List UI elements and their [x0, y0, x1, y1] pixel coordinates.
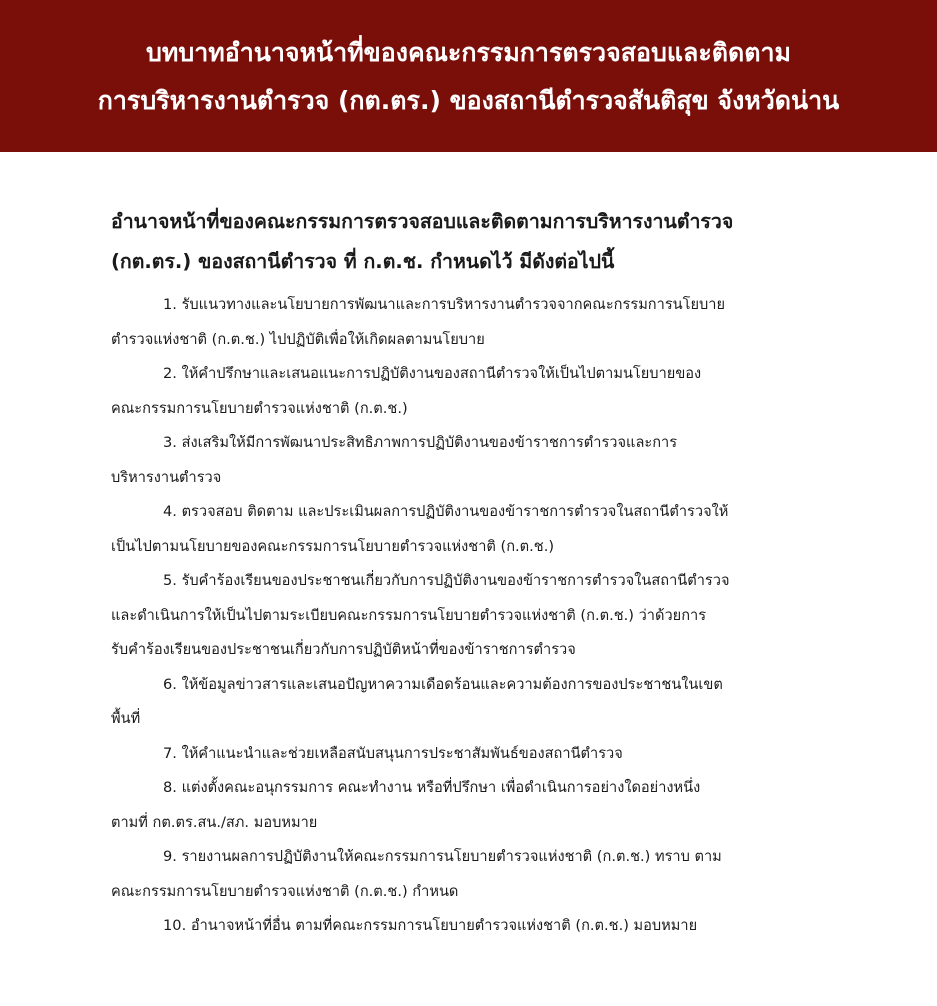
duty-item-5: 5. รับคำร้องเรียนของประชาชนเกี่ยวกับการปฏิบัติงานของข้าราชการตำรวจในสถานีตำรวจ และดำเนินการให้เป็นไปตามระเบียบคณะกรรมการนโยบายตำรวจแห่งชาติ (ก.ต.ช.) ว่าด้วยการ รับคำร้องเรียนของประชาชนเกี่ยวกับการปฏิบัติหน้าที่ของข้าราชการตำรวจ [111, 572, 730, 658]
duty-item-10: 10. อำนาจหน้าที่อื่น ตามที่คณะกรรมการนโยบายตำรวจแห่งชาติ (ก.ต.ช.) มอบหมาย [163, 917, 698, 934]
title-banner [0, 0, 937, 152]
duty-item-3: 3. ส่งเสริมให้มีการพัฒนาประสิทธิภาพการปฏิบัติงานของข้าราชการตำรวจและการ บริหารงานตำรวจ [111, 434, 678, 486]
duty-item-1: 1. รับแนวทางและนโยบายการพัฒนาและการบริหารงานตำรวจจากคณะกรรมการนโยบาย ตำรวจแห่งชาติ (ก.ต.ช.) ไปปฏิบัติเพื่อให้เกิดผลตามนโยบาย [111, 296, 726, 348]
banner-title-line-2: การบริหารงานตำรวจ (กต.ตร.) ของสถานีตำรวจสันติสุข จังหวัดน่าน [97, 86, 840, 115]
duties-list [111, 288, 913, 944]
duty-item-8: 8. แต่งตั้งคณะอนุกรรมการ คณะทำงาน หรือที่ปรึกษา เพื่อดำเนินการอย่างใดอย่างหนึ่ง ตามที่ กต.ตร.สน./สภ. มอบหมาย [111, 779, 701, 831]
duty-item-6: 6. ให้ข้อมูลข่าวสารและเสนอปัญหาความเดือดร้อนและความต้องการของประชาชนในเขต พื้นที่ [111, 675, 723, 727]
section-heading [111, 202, 913, 282]
heading-line-1: อำนาจหน้าที่ของคณะกรรมการตรวจสอบและติดตามการบริหารงานตำรวจ [111, 210, 734, 233]
duty-item-9: 9. รายงานผลการปฏิบัติงานให้คณะกรรมการนโยบายตำรวจแห่งชาติ (ก.ต.ช.) ทราบ ตาม คณะกรรมการนโยบายตำรวจแห่งชาติ (ก.ต.ช.) กำหนด [111, 848, 722, 900]
duty-item-2: 2. ให้คำปรึกษาและเสนอแนะการปฏิบัติงานของสถานีตำรวจให้เป็นไปตามนโยบายของ คณะกรรมการนโยบายตำรวจแห่งชาติ (ก.ต.ช.) [111, 365, 702, 417]
duty-item-4: 4. ตรวจสอบ ติดตาม และประเมินผลการปฏิบัติงานของข้าราชการตำรวจในสถานีตำรวจให้ เป็นไปตามนโยบายของคณะกรรมการนโยบายตำรวจแห่งชาติ (ก.ต.ช.) [111, 503, 729, 555]
banner-title-line-1: บทบาทอำนาจหน้าที่ของคณะกรรมการตรวจสอบและติดตาม [146, 38, 791, 67]
document-body [0, 152, 937, 944]
heading-line-2-bold: (กต.ตร.) ของสถานีตำรวจ ที่ ก.ต.ช. กำหนดไว้ [111, 250, 513, 273]
heading-line-2-normal: มีดังต่อไปนี้ [512, 250, 615, 273]
duty-item-7: 7. ให้คำแนะนำและช่วยเหลือสนับสนุนการประชาสัมพันธ์ของสถานีตำรวจ [163, 744, 623, 762]
